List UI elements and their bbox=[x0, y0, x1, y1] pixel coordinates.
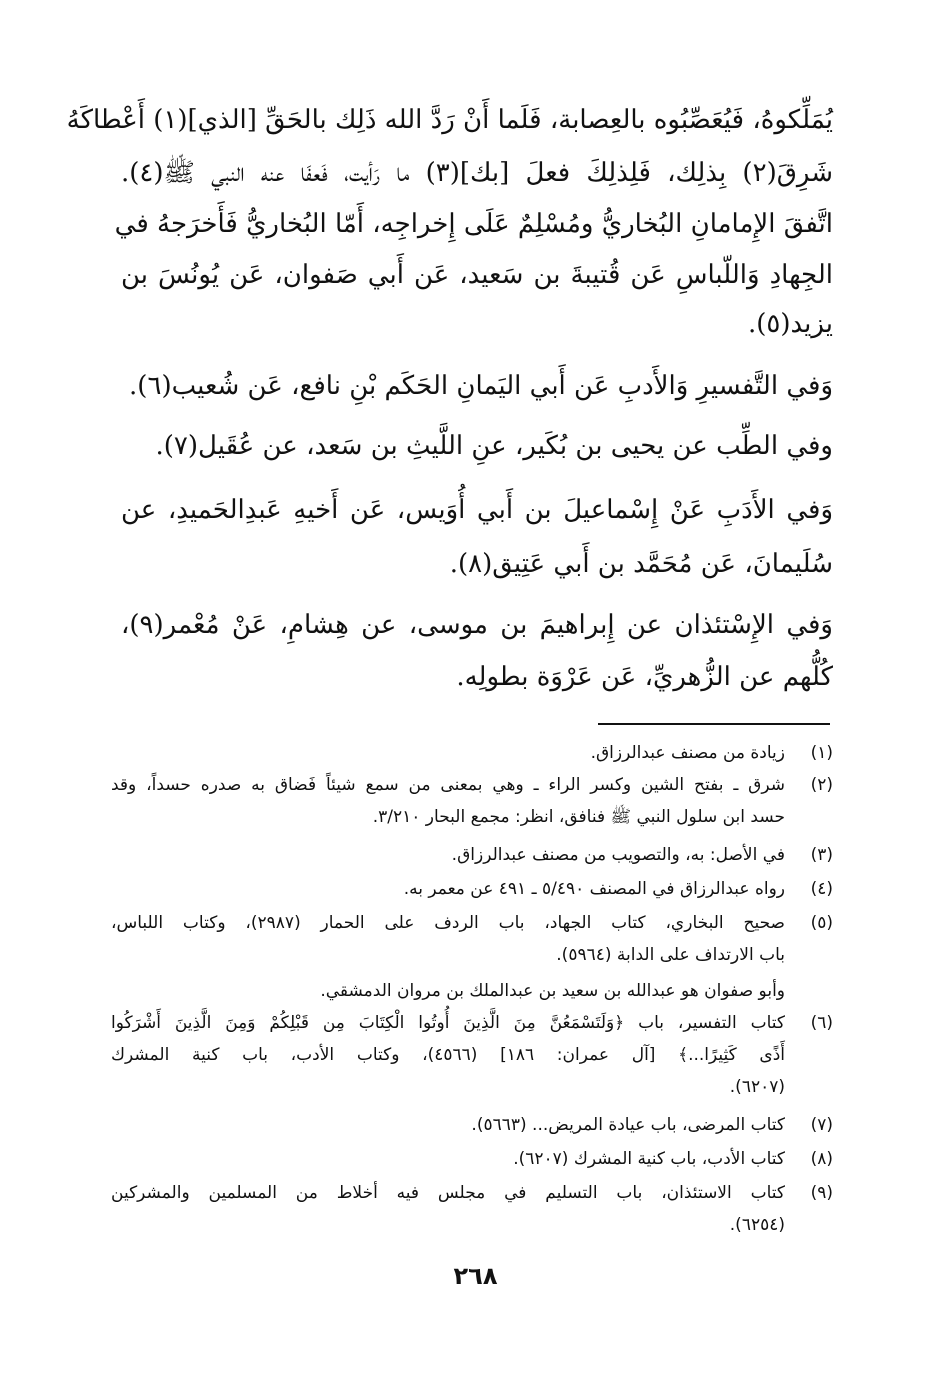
footnote-text: باب الارتداف على الدابة (٥٩٦٤). bbox=[556, 945, 785, 965]
footnote-text: حسد ابن سلول النبي ﷺ فنافق، انظر: مجمع البحار ٣/٢١٠. bbox=[372, 807, 785, 827]
footnote-number: (١) bbox=[810, 743, 833, 763]
footnote-5-continuation bbox=[111, 976, 785, 1006]
footnote-9 bbox=[111, 1178, 833, 1208]
footnote-number: (٣) bbox=[810, 845, 833, 865]
body-line: وَفي التَّفسيرِ وَالأَدبِ عَن أَبي اليَمانِ الحَكَم بْنِ نافع، عَن شُعيب(٦). bbox=[129, 371, 833, 401]
body-line: يُمَلِّكوهُ، فَيُعَصِّبُوه بالعِصابة، فَلَما أَنْ رَدَّ الله ذَلِك بالحَقِّ [الذي](١) أَعْطاكَهُ bbox=[66, 105, 833, 135]
footnote-text: زيادة من مصنف عبدالرزاق. bbox=[590, 743, 785, 763]
footnote-1 bbox=[111, 738, 833, 768]
footnote-divider bbox=[598, 723, 830, 725]
footnote-number: (٨) bbox=[810, 1149, 833, 1169]
footnote-5-continuation bbox=[111, 940, 785, 970]
footnote-text: (٦٢٥٤). bbox=[729, 1215, 785, 1235]
footnote-number: (٦) bbox=[810, 1013, 833, 1033]
footnote-7 bbox=[111, 1110, 833, 1140]
footnote-text: رواه عبدالرزاق في المصنف ٥/٤٩٠ ـ ٤٩١ عن معمر به. bbox=[403, 879, 785, 899]
footnote-text: صحيح البخاري، كتاب الجهاد، باب الردف على الحمار (٢٩٨٧)، وكتاب اللباس، bbox=[111, 913, 785, 933]
footnote-3 bbox=[111, 840, 833, 870]
footnote-number: (٢) bbox=[810, 775, 833, 795]
footnote-number: (٤) bbox=[810, 879, 833, 899]
footnote-text: كتاب الأدب، باب كنية المشرك (٦٢٠٧). bbox=[513, 1149, 785, 1169]
footnote-number: (٩) bbox=[810, 1183, 833, 1203]
body-line: سُلَيمانَ، عَن مُحَمَّد بن أَبي عَتِيق(٨). bbox=[449, 549, 833, 579]
footnote-text: كتاب الاستئذان، باب التسليم في مجلس فيه أخلاط من المسلمين والمشركين bbox=[111, 1183, 785, 1203]
body-line: اتَّفقَ الإِمامانِ البُخاريُّ ومُسْلِمٌ عَلَى إِخراجِه، أَمّا البُخاريُّ فَأَخرَجهُ في bbox=[114, 209, 833, 239]
body-line: وَفي الإِسْتئذان عن إِبراهيمَ بن موسى، عن هِشامِ، عَنْ مُعْمر(٩)، bbox=[121, 610, 833, 640]
footnote-8 bbox=[111, 1144, 833, 1174]
footnote-text: (٦٢٠٧). bbox=[729, 1077, 785, 1097]
body-line: كُلُّهم عن الزُّهريِّ، عَن عَرْوَة بطولِه. bbox=[456, 662, 833, 692]
footnote-text: شرق ـ بفتح الشين وكسر الراء ـ وهي بمعنى من سمع شيئاً فَضاق به صدره حسداً، وقد bbox=[111, 775, 785, 795]
footnote-text: أَذًى كَثِيرًا...﴾ [آل عمران: ١٨٦] (٤٥٦٦)، وكتاب الأدب، باب كنية المشرك bbox=[111, 1045, 786, 1065]
footnote-text: كتاب التفسير، باب ﴿وَلَتَسْمَعُنَّ مِنَ الَّذِينَ أُوتُوا الْكِتَابَ مِن قَبْلِكُمْ وَمِنَ الَّذِينَ أَشْرَكُوا bbox=[111, 1013, 785, 1033]
body-line: وفي الطِّب عن يحيى بن بُكَير، عنِ اللَّيثِ بن سَعد، عن عُقَيل(٧). bbox=[155, 431, 833, 461]
footnote-2-continuation bbox=[111, 802, 785, 832]
footnote-6-continuation bbox=[111, 1072, 785, 1102]
body-line: يزيد(٥). bbox=[748, 309, 833, 339]
footnote-text: في الأصل: به، والتصويب من مصنف عبدالرزاق. bbox=[451, 845, 785, 865]
footnote-text: وأبو صفوان هو عبدالله بن سعيد بن عبدالملك بن مروان الدمشقي. bbox=[320, 981, 785, 1001]
footnote-5 bbox=[111, 908, 833, 938]
footnote-2 bbox=[111, 770, 833, 800]
footnote-number: (٥) bbox=[810, 913, 833, 933]
footnote-4 bbox=[111, 874, 833, 904]
footnote-number: (٧) bbox=[810, 1115, 833, 1135]
footnote-6 bbox=[111, 1008, 833, 1038]
page-number: ٢٦٨ bbox=[453, 1262, 498, 1290]
footnote-6-continuation bbox=[111, 1040, 785, 1070]
body-line: شَرِقَ(٢) بِذلِك، فَلِذلِكَ فعلَ [بك](٣) ما رَأيت، فَعفَا عنه النبي ﷺ(٤). bbox=[121, 158, 834, 188]
body-line: وَفي الأَدَبِ عَنْ إِسْماعيلَ بن أَبي أُوَيس، عَن أَخيهِ عَبدِالحَميدِ، عن bbox=[121, 495, 833, 525]
footnote-text: كتاب المرضى، باب عيادة المريض... (٥٦٦٣). bbox=[471, 1115, 785, 1135]
footnote-9-continuation bbox=[111, 1210, 785, 1240]
body-line: الجِهادِ وَاللّباسِ عَن قُتيبةَ بن سَعيد، عَن أَبي صَفوان، عَن يُونُسَ بن bbox=[121, 260, 833, 290]
